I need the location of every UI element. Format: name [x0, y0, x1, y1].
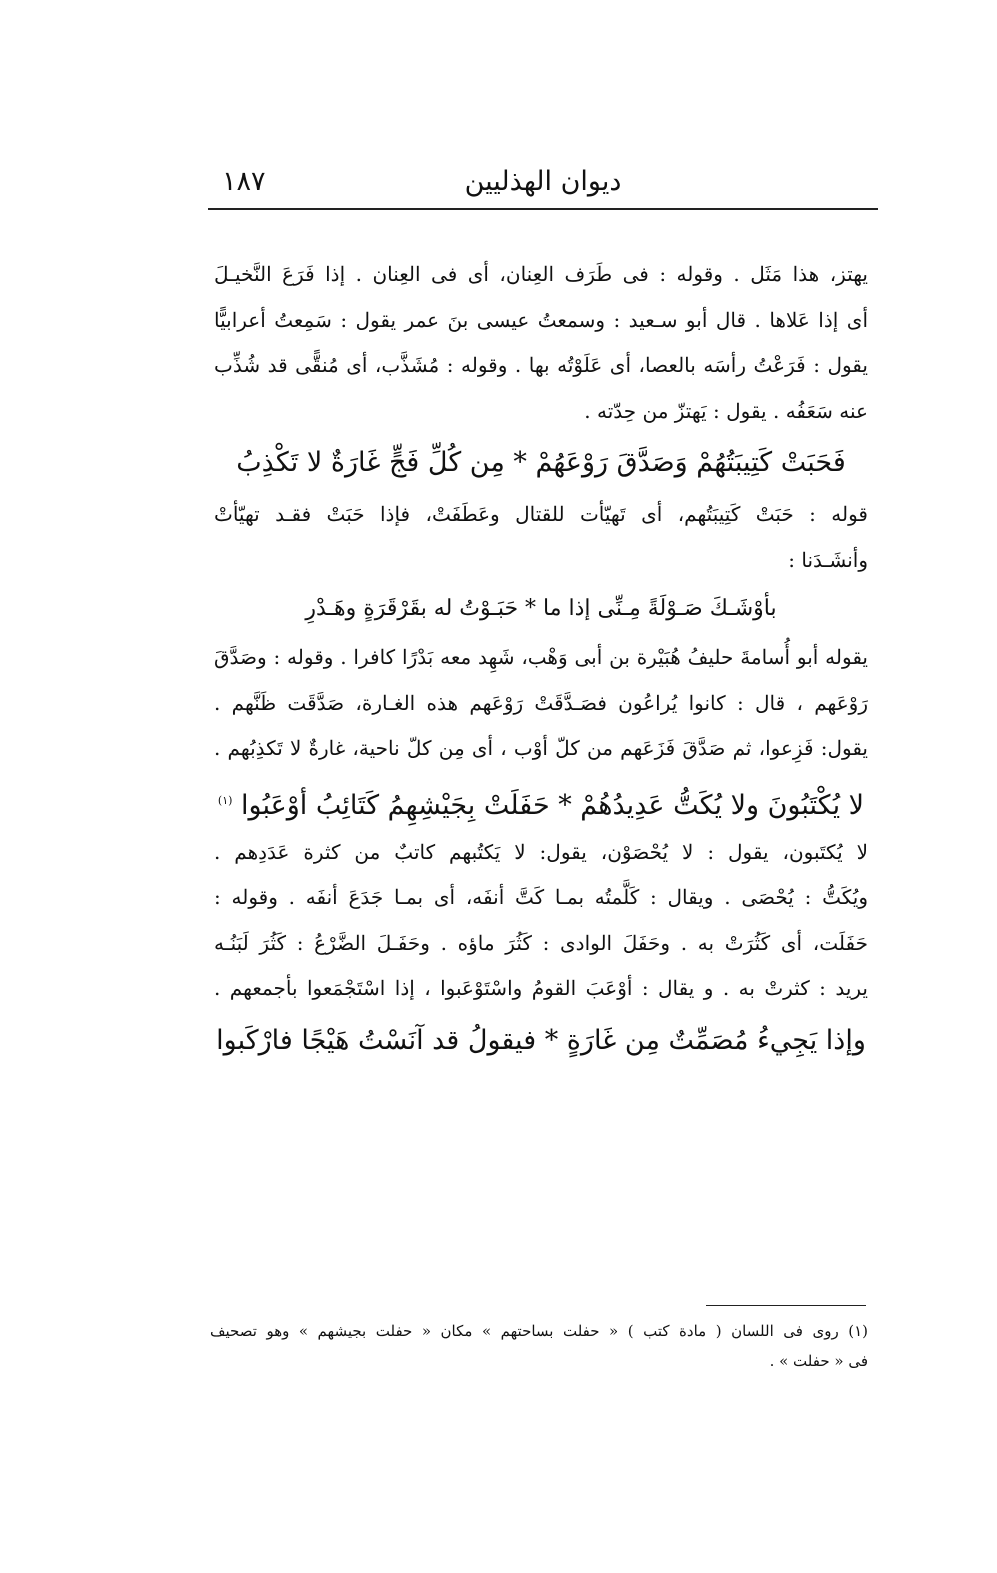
- text-line: رَوْعَهم ، قال : كانوا يُراعُون فصَـدَّقَتْ رَوْعَهم هذه الغـارة، صَدَّقَت ظَنَّهم .: [214, 690, 868, 715]
- running-title: ديوان الهذليين: [464, 166, 622, 197]
- verse-text: لا يُكْتَبُونَ ولا يُكَتُّ عَدِيدُهُمْ * حَفَلَتْ بِجَيْشِهِمُ كَتَائِبُ أوْعَبُوا: [241, 789, 865, 821]
- text-line: لا يُكتَبون، يقول : لا يُحْصَوْن، يقول: لا يَكتُبهم كاتبٌ من كثرة عَدَدِهم .: [214, 839, 868, 864]
- main-text: [214, 252, 868, 1070]
- text-line: قوله : حَبَتْ كَتِيبَتُهم، أى تَهيّأت للقتال وعَطَفَتْ، فإذا حَبَتْ فقـد تهيّأتْ: [214, 502, 868, 526]
- header-divider: [208, 208, 878, 210]
- verse-line: وإذا يَجِيءُ مُصَمِّتٌ مِن غَارَةٍ * فيقولُ قد آنَسْتُ هَيْجًا فارْكَبوا: [216, 1024, 866, 1056]
- footnote-line: (١) روى فى اللسان ( مادة كتب ) « حفلت بساحتهم » مكان « حفلت بجيشهم » وهو تصحيف: [210, 1322, 868, 1340]
- text-line: أى إذا عَلاها . قال أبو سـعيد : وسمعتُ عيسى بنَ عمر يقول : سَمِعتُ أعرابيًّا: [214, 307, 868, 332]
- footnotes: [210, 1316, 868, 1376]
- text-line: ويُكَتُّ : يُحْصَى . ويقال : كَلَّمتُه بمـا كَتَّ أنفَه، أى بمـا جَدَعَ أنفَه . وقوله :: [214, 885, 868, 909]
- verse-line: [214, 772, 868, 830]
- page-number: ١٨٧: [222, 166, 266, 197]
- text-line: عنه سَعَفُه . يقول : يَهتزّ من حِدّته .: [584, 398, 868, 423]
- footnote-line: فى « حفلت » .: [769, 1352, 868, 1370]
- footnote-divider: [706, 1305, 866, 1306]
- text-line: يقوله أبو أُسامةَ حليفُ هُبَيْرة بن أبى وَهْب، شَهِد معه بَدْرًا كافرا . وقوله : وصَدَّقَ: [214, 645, 868, 669]
- footnote-marker: (١): [217, 793, 233, 807]
- text-line: يقول: فَزِعوا، ثم صَدَّقَ فَزَعَهم من كلّ أوْب ، أى مِن كلّ ناحية، غارةٌ لا تَكذِبُهم .: [214, 736, 868, 760]
- quoted-verse: بأوْشَـكَ صَـوْلَةً مِـنِّى إذا ما * حَبَـوْتُ له بقَرْقَرَةٍ وهَـدْرِ: [305, 596, 777, 621]
- page-header: [210, 166, 876, 206]
- text-line: يهتز، هذا مَثَل . وقوله : فى طَرَف العِنان، أى فى العِنان . إذا فَرَعَ النَّخيـلَ: [214, 262, 868, 286]
- text-line: يقول : فَرَعْتُ رأسَه بالعصا، أى عَلَوْتُه بها . وقوله : مُشَذَّب، أى مُنقًّى قد شُذِّب: [214, 353, 868, 377]
- text-line: وأنشَـدَنا :: [788, 547, 868, 572]
- text-line: يريد : كثرتْ به . و يقال : أوْعَبَ القومُ واسْتَوْعَبوا ، إذا اسْتَجْمَعوا بأجمعهم .: [214, 976, 868, 1000]
- text-line: حَفَلَت، أى كَثُرَتْ به . وحَفَلَ الوادى : كَثُرَ ماؤه . وحَفَـلَ الضَّرْعُ : كَثُرَ لَبَنُـه: [214, 930, 868, 955]
- verse-line: فَحَبَتْ كَتِيبَتُهُمْ وَصَدَّقَ رَوْعَهُمْ * مِن كُلِّ فَجٍّ غَارَةٌ لا تَكْذِبُ: [236, 447, 846, 478]
